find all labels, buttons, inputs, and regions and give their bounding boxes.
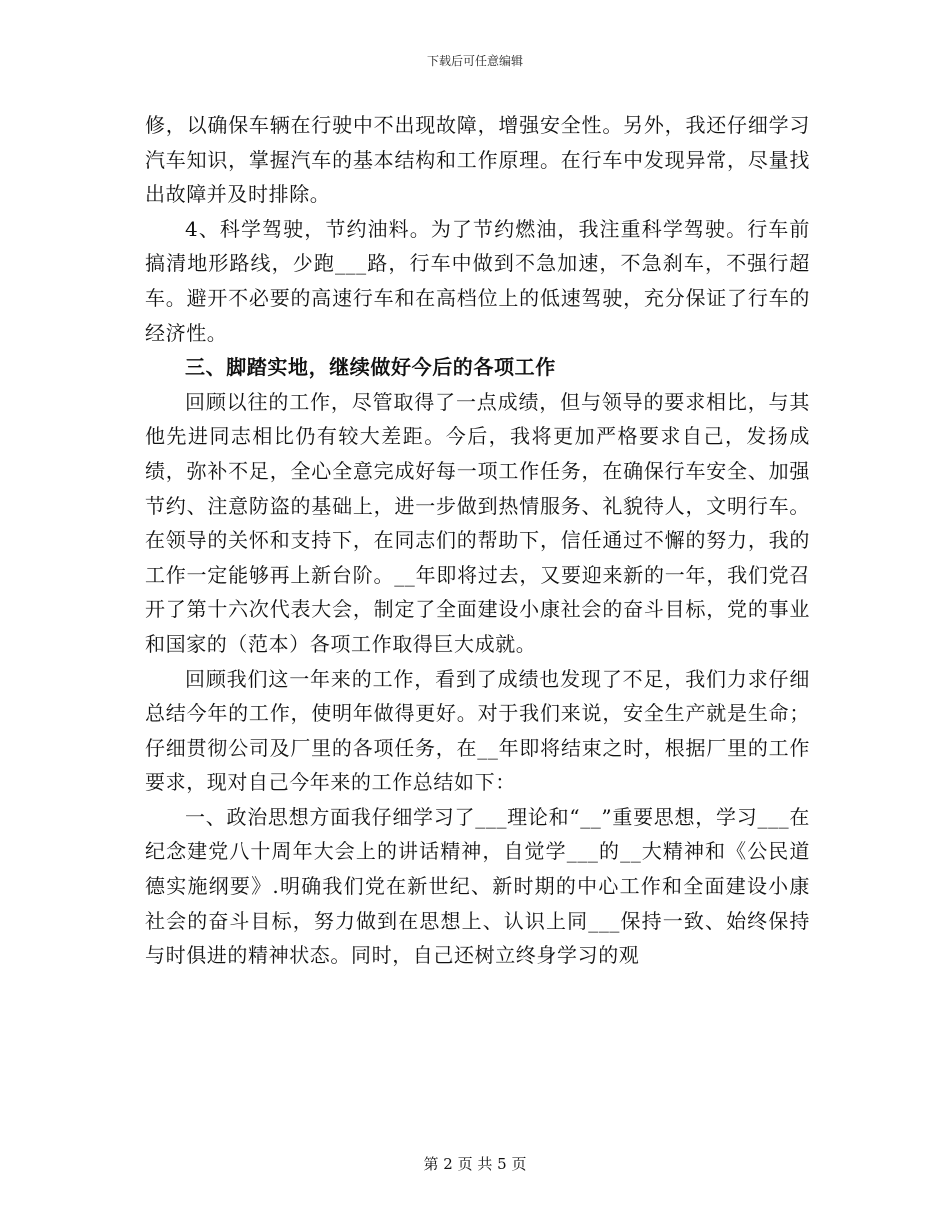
page-header: 下载后可任意编辑 bbox=[426, 54, 523, 68]
page-footer: 第 2 页 共 5 页 bbox=[423, 1155, 527, 1173]
section-heading-3: 三、脚踏实地，继续做好今后的各项工作 bbox=[185, 355, 556, 380]
paragraph-political-thought: 一、政治思想方面我仔细学习了___理论和“__”重要思想，学习___在纪念建党八十周年大会上的讲话精神，自觉学___的__大精神和《公民道德实施纲要》.明确我们党在新世纪、新时期的中心工作和全面建设小康社会的奋斗目标，努力做到在思想上、认识上同___保持一致、始终保持与时俱进的精神状态。同时，自己还树立终身学习的观 bbox=[145, 804, 810, 968]
paragraph-review: 回顾以往的工作，尽管取得了一点成绩，但与领导的要求相比，与其他先进同志相比仍有较大差距。今后，我将更加严格要求自己，发扬成绩，弥补不足，全心全意完成好每一项工作任务，在确保行车安全、加强节约、注意防盗的基础上，进一步做到热情服务、礼貌待人，文明行车。在领导的关怀和支持下，在同志们的帮助下，信任通过不懈的努力，我的工作一定能够再上新台阶。__年即将过去，又要迎来新的一年，我们党召开了第十六次代表大会，制定了全面建设小康社会的奋斗目标，党的事业和国家的（范本）各项工作取得巨大成就。 bbox=[145, 389, 810, 656]
paragraph-summary-intro: 回顾我们这一年来的工作，看到了成绩也发现了不足，我们力求仔细总结今年的工作，使明年做得更好。对于我们来说，安全生产就是生命；仔细贯彻公司及厂里的各项任务，在__年即将结束之时，根据厂里的工作要求，现对自己今年来的工作总结如下： bbox=[145, 666, 810, 795]
paragraph-item-4: 4、科学驾驶，节约油料。为了节约燃油，我注重科学驾驶。行车前搞清地形路线，少跑___路，行车中做到不急加速，不急刹车，不强行超车。避开不必要的高速行车和在高档位上的低速驾驶，充分保证了行车的经济性。 bbox=[145, 216, 810, 345]
document-body bbox=[145, 108, 810, 973]
paragraph-continuation: 修，以确保车辆在行驶中不出现故障，增强安全性。另外，我还仔细学习汽车知识，掌握汽车的基本结构和工作原理。在行车中发现异常，尽量找出故障并及时排除。 bbox=[145, 113, 810, 207]
